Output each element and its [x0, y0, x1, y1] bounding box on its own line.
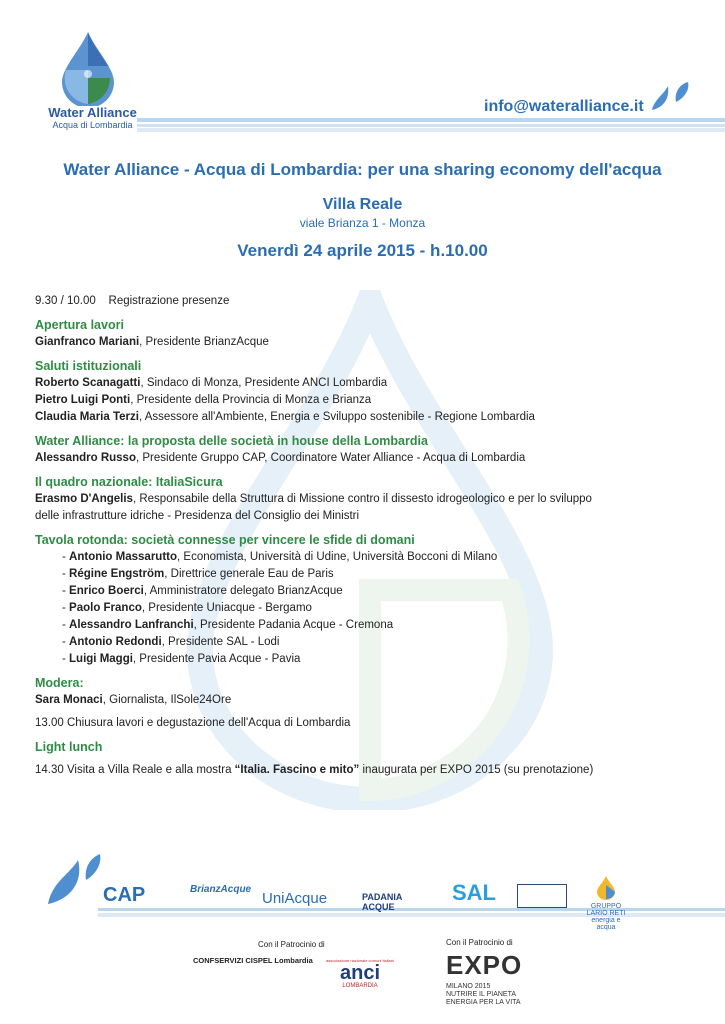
bullet: -: [62, 551, 70, 563]
panelist-role: , Economista, Università di Udine, Università Bocconi di Milano: [177, 551, 498, 563]
panelist-line: [35, 634, 705, 651]
padania-line1: PADANIA: [362, 892, 403, 902]
section-heading-opening: Apertura lavori: [35, 318, 124, 332]
panelist-name: Antonio Massarutto: [69, 551, 178, 563]
bullet: -: [62, 585, 70, 597]
panelist-line: [35, 651, 705, 668]
brianzacque-logo: BrianzAcque: [190, 884, 252, 895]
section-heading-national: Il quadro nazionale: ItaliaSicura: [35, 475, 223, 489]
speaker-role-continuation: delle infrastrutture idriche - Presidenza del Consiglio dei Ministri: [35, 510, 360, 522]
expo-logo: EXPO: [446, 950, 523, 980]
expo-city: MILANO 2015: [446, 983, 491, 990]
speaker-line: [35, 409, 705, 426]
registration-line: 9.30 / 10.00 Registrazione presenze: [35, 295, 230, 307]
lario-drop-icon: [595, 875, 617, 901]
closing-line: 13.00 Chiusura lavori e degustazione dell'Acqua di Lombardia: [35, 717, 351, 729]
panelist-name: Luigi Maggi: [69, 653, 133, 665]
panelist-name: Paolo Franco: [69, 602, 142, 614]
panelist-role: , Presidente Uniacque - Bergamo: [141, 602, 312, 614]
section-heading-lunch: Light lunch: [35, 740, 103, 754]
program: [35, 293, 705, 779]
speaker-name: Alessandro Russo: [35, 452, 136, 464]
panelist-line: [35, 600, 705, 617]
logo-name: Water Alliance: [48, 105, 137, 120]
patronage-label-left: Con il Patrocinio di: [258, 940, 325, 949]
section-heading-proposal: Water Alliance: la proposta delle società in house della Lombardia: [35, 434, 428, 448]
speaker-role: , Assessore all'Ambiente, Energia e Sviluppo sostenibile - Regione Lombardia: [138, 411, 535, 423]
panelist-line: [35, 583, 705, 600]
expo-line2: ENERGIA PER LA VITA: [446, 999, 521, 1006]
bullet: -: [62, 653, 70, 665]
panelist-line: [35, 617, 705, 634]
speaker-name: Sara Monaci: [35, 694, 103, 706]
panelist-role: , Direttrice generale Eau de Paris: [164, 568, 334, 580]
speaker-role: , Responsabile della Struttura di Missione contro il dissesto idrogeologico e per lo sviluppo: [132, 493, 592, 505]
panelist-line: [35, 549, 705, 566]
anci-logo: [317, 958, 403, 988]
cispel-logo: CONFSERVIZI CISPEL Lombardia: [193, 956, 313, 965]
exhibition-name: “Italia. Fascino e mito”: [234, 764, 360, 776]
section-heading-roundtable: Tavola rotonda: società connesse per vincere le sfide di domani: [35, 533, 415, 547]
speaker-role: , Presidente Gruppo CAP, Coordinatore Water Alliance - Acqua di Lombardia: [135, 452, 526, 464]
section-heading-moderator: Modera:: [35, 676, 84, 690]
speaker-name: Erasmo D'Angelis: [35, 493, 133, 505]
speaker-name: Gianfranco Mariani: [35, 336, 140, 348]
anci-top-text: associazione nazionale comuni italiani: [326, 958, 394, 963]
speaker-line: [35, 491, 705, 508]
anci-name: anci: [339, 962, 381, 984]
speaker-line: [35, 375, 705, 392]
panelist-name: Enrico Boerci: [69, 585, 144, 597]
water-alliance-drop-logo-icon: [58, 30, 118, 106]
logo-subtitle: Acqua di Lombardia: [52, 120, 133, 130]
anci-region: LOMBARDIA: [342, 983, 378, 989]
visit-line: [35, 762, 705, 779]
header-stripe: [137, 118, 725, 132]
speaker-role: , Presidente BrianzAcque: [139, 336, 269, 348]
panelist-name: Régine Engström: [69, 568, 165, 580]
footer-stripe: [98, 908, 725, 917]
speaker-role: , Giornalista, IlSole24Ore: [102, 694, 232, 706]
bullet: -: [62, 636, 70, 648]
bullet: -: [62, 602, 70, 614]
lario-line1: GRUPPO LARIO RETI: [586, 903, 626, 917]
panelist-name: Antonio Redondi: [69, 636, 162, 648]
uniacque-logo: UniAcque: [262, 890, 328, 907]
event-venue: Villa Reale: [322, 196, 403, 213]
contact-email[interactable]: info@wateralliance.it: [484, 98, 644, 115]
cap-logo: CAP: [103, 884, 146, 906]
panelist-role: , Presidente Padania Acque - Cremona: [193, 619, 394, 631]
padania-line2: ACQUE: [362, 902, 395, 912]
speaker-name: Claudia Maria Terzi: [35, 411, 139, 423]
speaker-line: [35, 392, 705, 409]
speaker-role: , Presidente della Provincia di Monza e Brianza: [130, 394, 372, 406]
lario-line2: energia e acqua: [591, 917, 621, 931]
speaker-line: [35, 692, 705, 709]
padania-acque-logo: [362, 892, 402, 912]
lario-reti-logo: [582, 875, 630, 931]
section-heading-greetings: Saluti istituzionali: [35, 359, 142, 373]
visit-text-end: inaugurata per EXPO 2015 (su prenotazione): [359, 764, 594, 776]
expo-line1: NUTRIRE IL PIANETA: [446, 991, 517, 998]
decorative-drops-icon: [648, 80, 692, 114]
speaker-name: Pietro Luigi Ponti: [35, 394, 131, 406]
bullet: -: [62, 619, 70, 631]
event-title: Water Alliance - Acqua di Lombardia: per una sharing economy dell'acqua: [63, 160, 662, 179]
speaker-line: [35, 334, 705, 351]
visit-text: 14.30 Visita a Villa Reale e alla mostra: [35, 764, 235, 776]
panelist-line: [35, 566, 705, 583]
speaker-name: Roberto Scanagatti: [35, 377, 141, 389]
panelist-role: , Amministratore delegato BrianzAcque: [143, 585, 343, 597]
event-address: viale Brianza 1 - Monza: [299, 216, 426, 230]
partner-logo-box: [517, 884, 567, 908]
speaker-line: [35, 450, 705, 467]
patronage-label-right: Con il Patrocinio di: [446, 938, 513, 947]
event-date: Venerdì 24 aprile 2015 - h.10.00: [237, 241, 488, 260]
panelist-role: , Presidente SAL - Lodi: [161, 636, 280, 648]
speaker-role: , Sindaco di Monza, Presidente ANCI Lombardia: [140, 377, 388, 389]
bullet: -: [62, 568, 70, 580]
panelist-role: , Presidente Pavia Acque - Pavia: [132, 653, 301, 665]
panelist-name: Alessandro Lanfranchi: [69, 619, 194, 631]
expo-tagline: [446, 983, 521, 1007]
footer-drops-icon: [30, 852, 102, 912]
sal-logo: SAL: [452, 880, 496, 905]
